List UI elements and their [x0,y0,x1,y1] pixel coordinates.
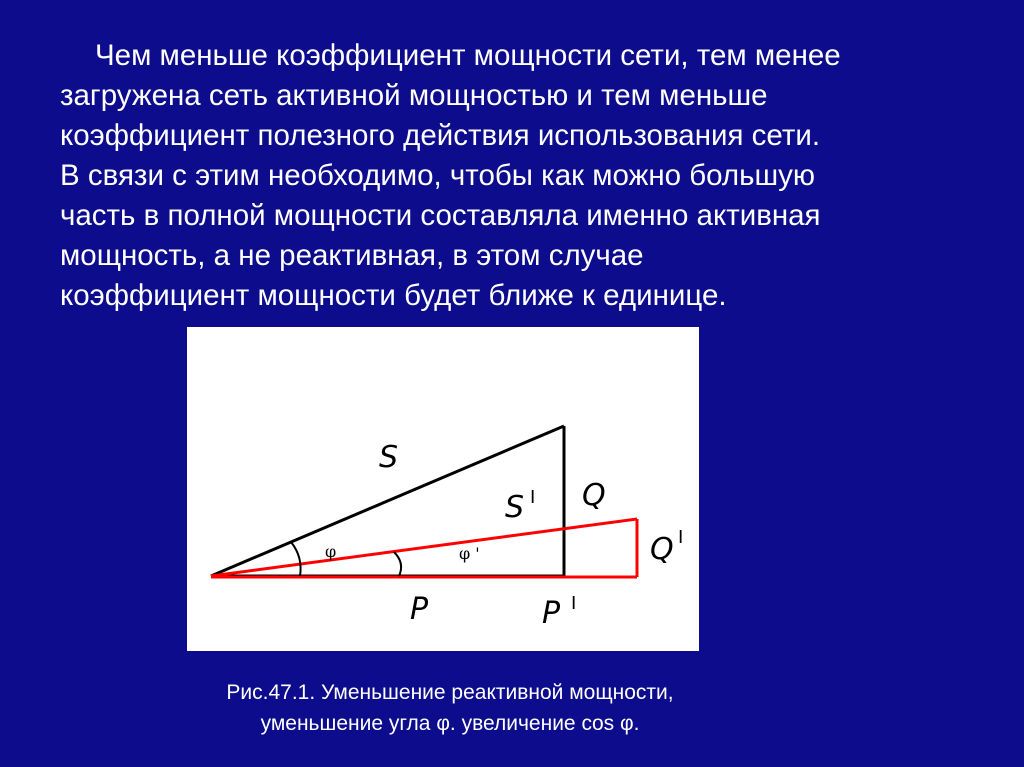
label-S-prime: S [505,490,525,525]
label-P-prime-mark: I [571,593,577,614]
label-S: S [379,440,399,475]
caption-line-2: уменьшение угла φ. увеличение cos φ. [260,712,640,735]
label-phi: φ [325,542,337,561]
body-line: часть в полной мощности составляла именно активная [60,199,821,232]
label-S-prime-mark: I [530,487,536,508]
label-Q: Q [582,478,606,513]
caption-line-1: Рис.47.1. Уменьшение реактивной мощности, [226,681,674,704]
label-phi-prime: φ ' [459,544,480,563]
body-line: загружена сеть активной мощностью и тем меньше [60,79,768,112]
slide-body-text [60,36,980,316]
power-triangle-diagram [187,327,699,651]
label-P-prime: P [542,596,561,631]
body-line: коэффициент мощности будет ближе к единице. [60,279,727,312]
power-triangle-figure [187,327,699,651]
body-line: Чем меньше коэффициент мощности сети, тем менее [95,39,841,72]
body-line: коэффициент полезного действия использования сети. [60,119,821,152]
body-line: В связи с этим необходимо, чтобы как можно большую [60,159,816,192]
label-P: P [410,592,429,627]
body-line: мощность, а не реактивная, в этом случае [60,239,644,272]
figure-caption [150,677,750,739]
phi-angle-arc [291,542,301,576]
phi-prime-angle-arc [394,552,401,576]
label-Q-prime-mark: I [678,527,684,548]
label-Q-prime: Q [650,532,674,567]
